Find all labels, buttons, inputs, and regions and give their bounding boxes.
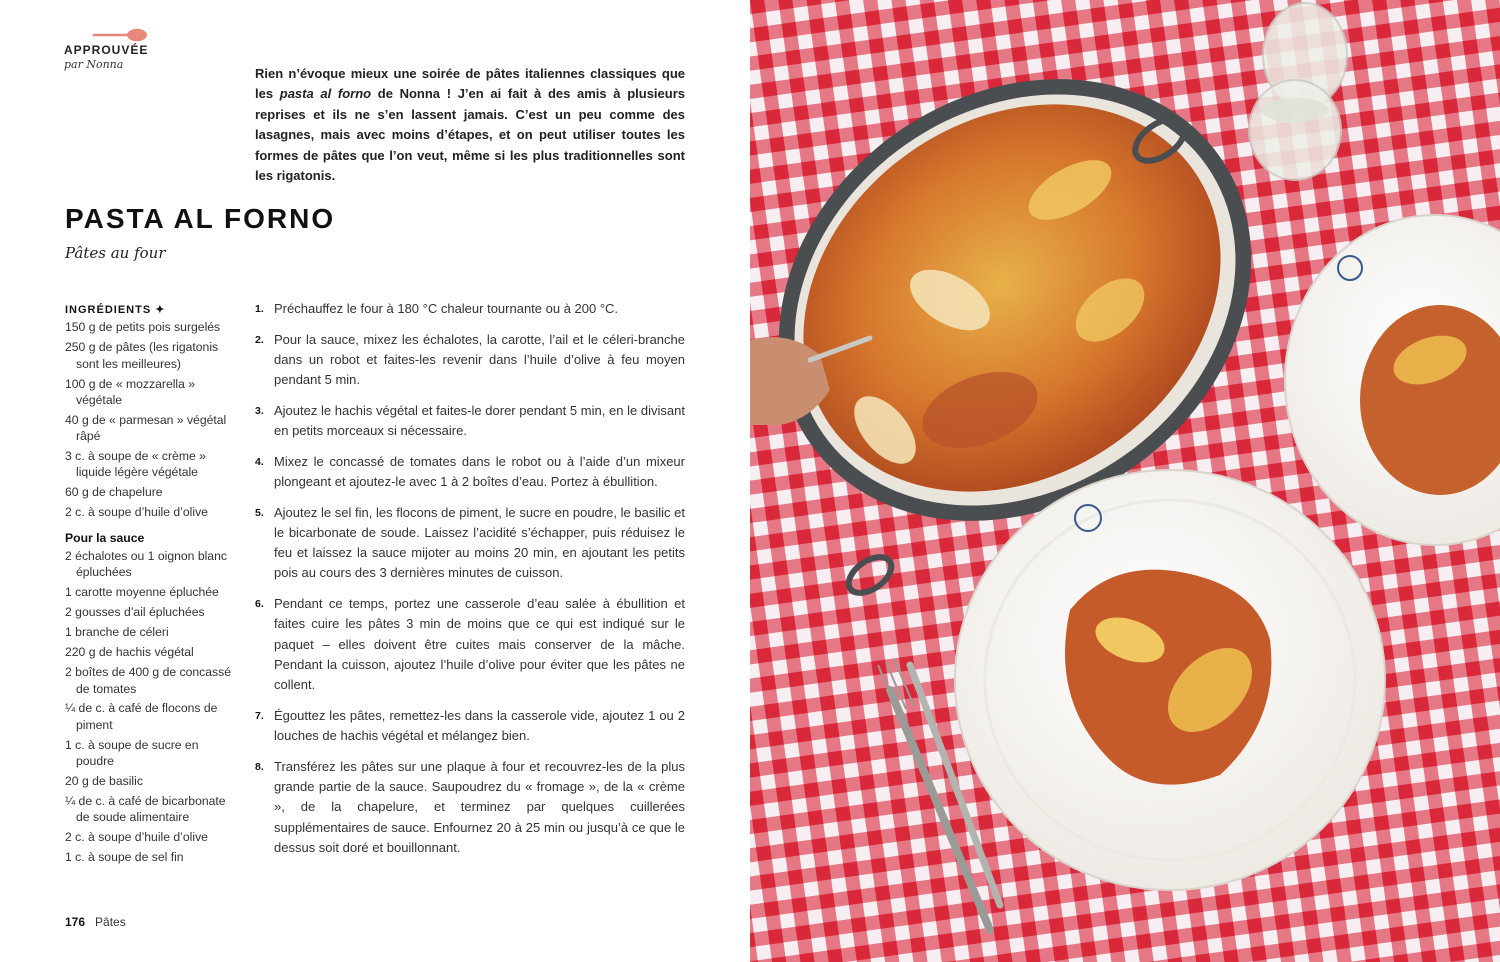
intro-paragraph xyxy=(255,64,685,186)
method-steps xyxy=(255,299,685,869)
method-step xyxy=(255,594,685,695)
step-text: Préchauffez le four à 180 °C chaleur tournante ou à 200 °C. xyxy=(274,301,619,316)
recipe-subtitle: Pâtes au four xyxy=(65,244,166,262)
ingredient-item: 250 g de pâtes (les rigatonis sont les meilleures) xyxy=(65,340,219,371)
ingredient-item: 3 c. à soupe de « crème » liquide légère végétale xyxy=(65,449,206,480)
ingredients-sauce xyxy=(65,548,235,866)
ingredient-item: 2 c. à soupe d’huile d’olive xyxy=(65,505,208,520)
method-step xyxy=(255,757,685,858)
ingredient-item: 1 branche de céleri xyxy=(65,625,169,640)
recipe-title: PASTA AL FORNO xyxy=(65,203,336,234)
section-name: Pâtes xyxy=(95,915,126,929)
method-step xyxy=(255,401,685,442)
ingredient-item: 2 échalotes ou 1 oignon blanc épluchées xyxy=(65,548,227,580)
method-step xyxy=(255,330,685,391)
front-plate xyxy=(955,470,1385,890)
step-text: Ajoutez le hachis végétal et faites-le dorer pendant 5 min, en le divisant en petits morceaux si nécessaire. xyxy=(274,402,685,439)
intro-text-end: de Nonna ! J’en ai fait à des amis à plusieurs reprises et ils ne s’en lassent jamais. C’est un peu comme des lasagnes, mais avec moins d’étapes, et on peut utiliser toutes les formes de pâtes que l’on veut, même si les plus traditionnelles sont les rigatonis. xyxy=(255,86,685,184)
pasta-al-forno-photo xyxy=(750,0,1500,962)
badge-subtitle: par Nonna xyxy=(64,58,124,71)
step-number: 8. xyxy=(255,760,264,773)
page-number: 176 xyxy=(65,915,86,929)
ingredients-main xyxy=(65,319,235,520)
step-number: 7. xyxy=(255,709,264,722)
step-text: Mixez le concassé de tomates dans le robot ou à l’aide d’un mixeur plongeant et ajoutez-le avec 1 à 2 boîtes d’eau. Portez à ébullition. xyxy=(274,453,685,489)
dish-illustration xyxy=(750,0,1500,962)
method-step xyxy=(255,299,685,319)
spoon-icon xyxy=(92,28,148,42)
step-number: 1. xyxy=(255,303,264,315)
nonna-approved-badge xyxy=(64,28,154,78)
step-number: 5. xyxy=(255,506,264,519)
ingredient-item: 100 g de « mozzarella » végétale xyxy=(65,376,196,407)
intro-emphasis: pasta al forno xyxy=(279,86,372,102)
step-text: Égouttez les pâtes, remettez-les dans la casserole vide, ajoutez 1 ou 2 louches de hachis végétal et mélangez bien. xyxy=(274,707,685,744)
step-number: 2. xyxy=(255,333,264,346)
step-number: 3. xyxy=(255,404,264,417)
ingredient-item: 1 c. à soupe de sel fin xyxy=(65,850,184,865)
ingredient-item: 20 g de basilic xyxy=(65,774,143,789)
ingredient-item: 2 gousses d’ail épluchées xyxy=(65,605,205,620)
badge-title: APPROUVÉE xyxy=(64,43,149,57)
ingredient-item: 1 c. à soupe de sucre en poudre xyxy=(65,737,199,769)
page-footer xyxy=(65,915,126,929)
step-text: Ajoutez le sel fin, les flocons de piment, le sucre en poudre, le basilic et le bicarbonate de soude. Laissez l’acidité s’échapper, puis réduisez le feu et laissez la sauce mijoter au moins 20 min, en ajoutant les petits pois au cours des 3 dernières minutes de cuisson. xyxy=(274,504,685,581)
ingredient-item: ¼ de c. à café de bicarbonate de soude alimentaire xyxy=(65,794,226,825)
ingredient-item: 2 c. à soupe d’huile d’olive xyxy=(65,830,208,845)
ingredient-item: 40 g de « parmesan » végétal râpé xyxy=(65,412,227,444)
step-text: Pendant ce temps, portez une casserole d’eau salée à ébullition et faites cuire les pâtes 3 min de moins que ce qui est indiqué sur le paquet – elles doivent être cuites mais conserver de la mâche. Pendant la cuisson, ajoutez l’huile d’olive pour éviter que les pâtes ne collent. xyxy=(274,596,685,693)
method-step xyxy=(255,706,685,747)
step-number: 6. xyxy=(255,598,264,611)
ingredient-item: 220 g de hachis végétal xyxy=(65,645,194,660)
step-number: 4. xyxy=(255,455,264,468)
ingredient-item: 2 boîtes de 400 g de concassé de tomates xyxy=(65,665,232,696)
ingredient-item: ¼ de c. à café de flocons de piment xyxy=(65,701,218,732)
ingredient-item: 60 g de chapelure xyxy=(65,485,163,500)
intro-text-start: Rien n’évoque mieux une soirée de pâtes italiennes classiques que les xyxy=(255,66,685,102)
ingredients-list xyxy=(65,302,235,869)
method-step xyxy=(255,452,685,493)
step-text: Pour la sauce, mixez les échalotes, la carotte, l’ail et le céleri-branche dans un robot et faites-les revenir dans l’huile d’olive à feu moyen pendant 5 min. xyxy=(274,331,685,388)
step-text: Transférez les pâtes sur une plaque à four et recouvrez-les de la plus grande partie de la sauce. Saupoudrez du « fromage », de la « crème », de la chapelure, et terminez par quelques cuillerées supplémentaires de sauce. Enfournez 20 à 25 min ou jusqu’à ce que le dessus soit doré et bouillonnant. xyxy=(274,758,685,855)
ingredients-heading: INGRÉDIENTS ✦ xyxy=(65,304,166,316)
sauce-heading: Pour la sauce xyxy=(65,530,145,545)
method-step xyxy=(255,503,685,584)
ingredient-item: 150 g de petits pois surgelés xyxy=(65,320,221,335)
ingredient-item: 1 carotte moyenne épluchée xyxy=(65,585,219,600)
